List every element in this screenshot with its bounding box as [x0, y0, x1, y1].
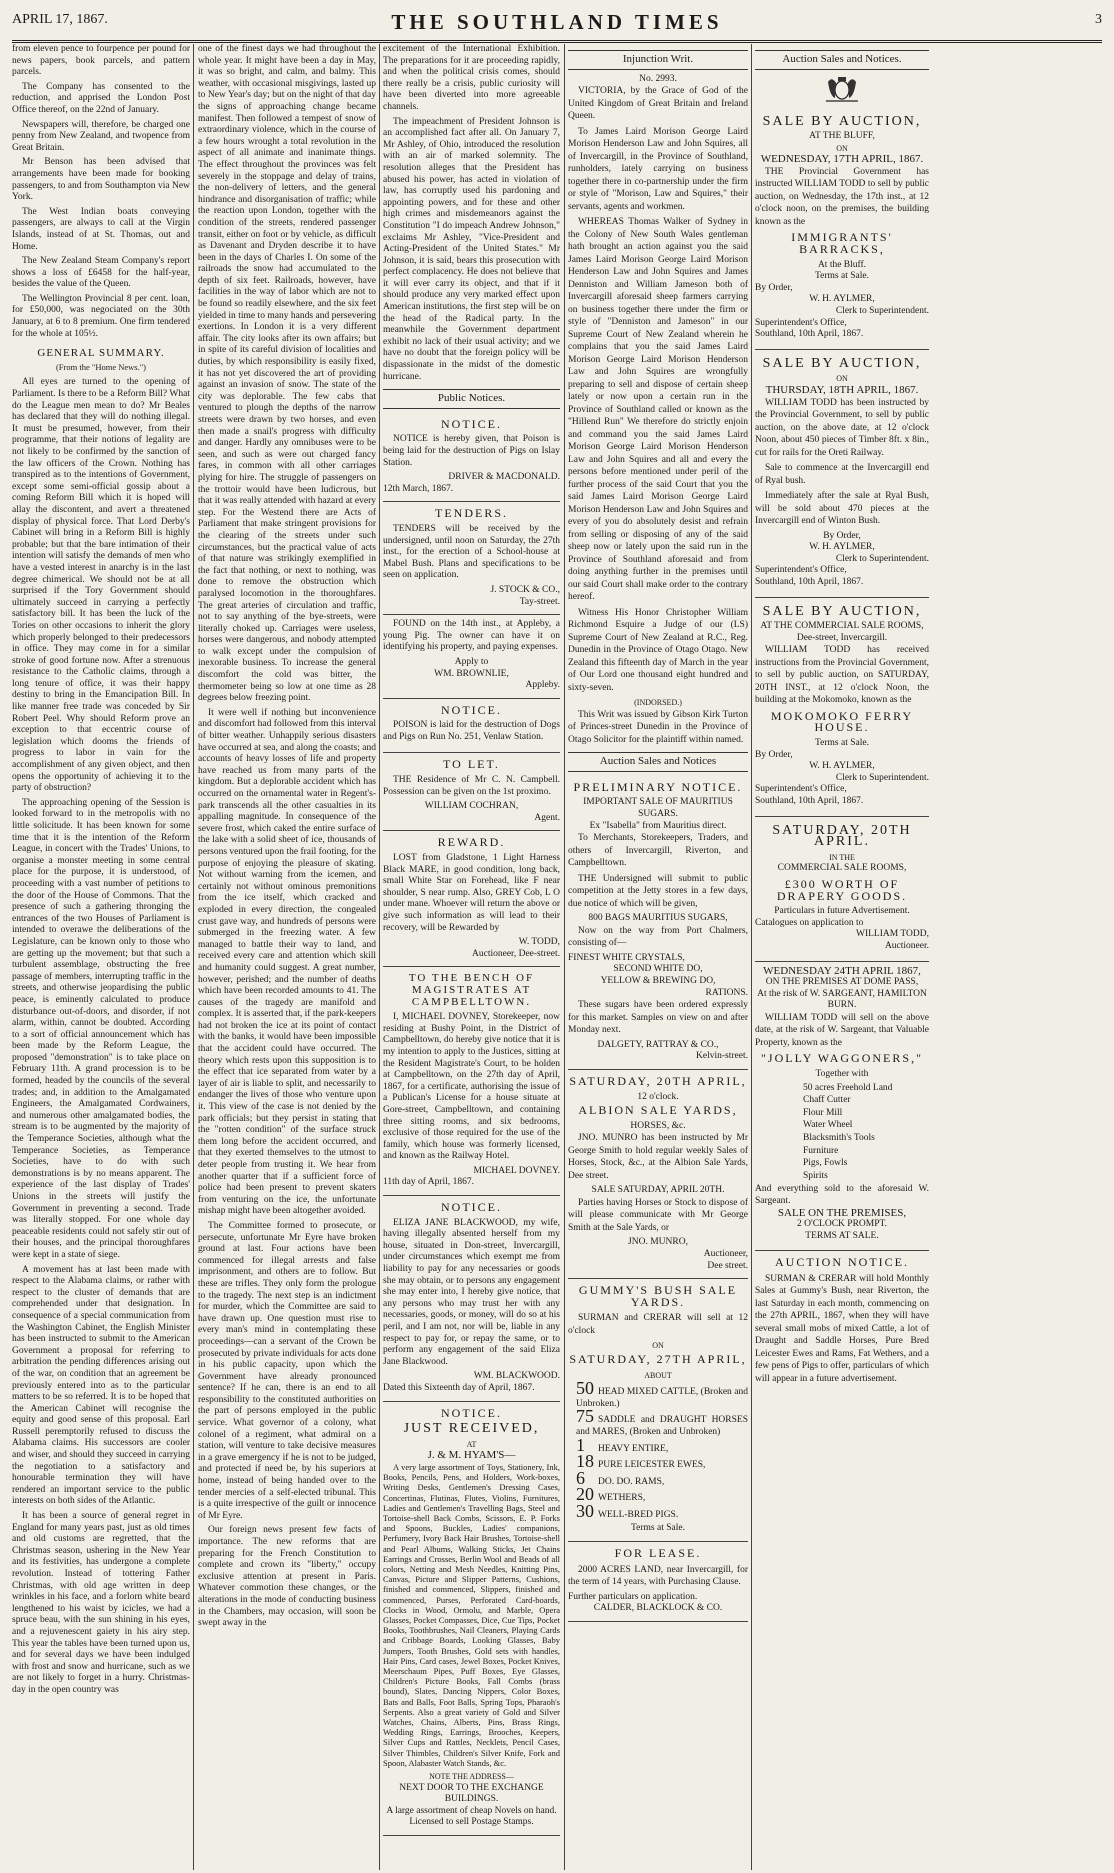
writ-paragraph: Witness His Honor Christopher William Richmond Esquire a Judge of our (LS) Supreme Court of New Zealand at R.C., Reg. Dunedin in the Province of Otago Otago. New Zealand this fifteenth day of March in the year of Our Lord one thousand eight hundred and sixty-seven. [568, 607, 748, 693]
property-item: Pigs, Fowls [803, 1158, 848, 1169]
notice-blackwood [383, 1196, 560, 1402]
notice-place: Tay-street. [519, 596, 560, 607]
ad-date: SATURDAY, 27TH APRIL, [569, 1351, 747, 1366]
injunction-writ-header: Injunction Writ. [568, 50, 748, 70]
ad-place: Dee-street, Invercargill. [796, 632, 888, 643]
notice-body: ELIZA JANE BLACKWOOD, my wife, having illegally absented herself from my house, situated in Don-street, Invercargill, under circumstances which exempt me from liability to pay for any necessaries or goods she may obtain, or to persons any engagement she may enter into, I hereby give notice, that any persons who may trust her with any necessaries, goods, or money, will do so at his peril, and I am not, nor will be, liable in any respect to pay for, or repay the same, or to perform any engagement of the said Eliza Jane Blackwood. [383, 1217, 560, 1367]
column-rule [193, 44, 194, 1870]
ad-rooms: COMMERCIAL SALE ROOMS, [777, 863, 907, 874]
notice-found-pig [383, 615, 560, 699]
article-paragraph: A movement has at last been made with respect to the Alabama claims, or rather with respect to the cluster of demands that are comprehended under that designation. In consequence of a special communication from the Washington Cabinet, the English Minister has been instructed to submit to the American Government a proposal for referring to arbitration the pending differences arising out of the war, on condition that an agreement be previously entered into as to the particular matters to be so referred. It is to be hoped that the American Cabinet will recognise the equity and good sense of this proposal. Earl Russell peremptorily refused to discuss the Alabama claims. His successors are cooler and wiser, and should they succeed in carrying the negotiation to a satisfactory and honourable termination they will have rendered an important service to the public interests on both sides of the Atlantic. [12, 1264, 190, 1507]
ad-date: THURSDAY, 18TH APRIL, 1867. [765, 384, 919, 396]
livestock-count: 18 [576, 1451, 594, 1472]
ad-signature: DALGETY, RATTRAY & CO., [597, 1039, 719, 1050]
livestock-item [576, 1451, 748, 1472]
property-list [763, 1083, 929, 1183]
notice-heading: TO THE BENCH OF MAGISTRATES AT CAMPBELLTOWN. [408, 972, 535, 1008]
livestock-count: 6 [576, 1467, 585, 1488]
notice-signature: WILLIAM COCHRAN, [424, 801, 519, 812]
column-3 [383, 44, 560, 1870]
ad-item: SECOND WHITE DO, [613, 964, 703, 975]
ad-date: SATURDAY, 20TH APRIL, [569, 1073, 747, 1088]
ad-body: To Merchants, Storekeepers, Traders, and others of Invercargill, Riverton, and Campbelltown. [568, 833, 748, 869]
ad-body: SURMAN & CRERAR will hold Monthly Sales at Gummy's Bush, near Riverton, the last Saturday in each month, commencing on the 27th APRIL, 1867, when they will have several small mobs of mixed Cattle, a lot of Draught and Saddle Horses, Pure Bred Leicester Ewes and Rams, Fat Wethers, and a few pens of Pigs to offer, particulars of which will appear in a future advertisement. [755, 1273, 929, 1384]
notice-body: THE Residence of Mr C. N. Campbell. Possession can be given on the 1st proximo. [383, 775, 560, 797]
notice-title: JUST RECEIVED, [403, 1421, 540, 1437]
article-paragraph: from eleven pence to fourpence per pound for news papers, book parcels, and pattern parcels. [12, 44, 190, 78]
property-item: Water Wheel [803, 1120, 853, 1131]
ad-order: By Order, [755, 749, 793, 760]
notice-signature: WM. BROWNLIE, [434, 668, 509, 679]
property-item: Furniture [803, 1145, 839, 1156]
ad-terms: Terms at Sale. [815, 271, 869, 282]
ad-sale: SALE SATURDAY, APRIL 20TH. [591, 1185, 725, 1196]
ad-particulars: Particulars in future Advertisement. [774, 906, 910, 917]
writ-paragraph: To James Laird Morison George Laird Morison Henderson Law and John Squires, all of Invercargill, in the Province of Southland, runholders, lately carrying on business together there in co-partnership under the firm or style of "Morison, Law and Squires," their servants, agents and workmen. [568, 126, 748, 212]
livestock-description: PURE LEICESTER EWES, [598, 1460, 706, 1471]
notice-poison-dogs [383, 699, 560, 754]
notice-body: I, MICHAEL DOVNEY, Storekeeper, now residing at Bushy Point, in the District of Campbelltown, do hereby give notice that it is my intention to apply to the Justices, sitting at the Resident Magistrate's Court, to be holden at Campbelltown, on the 27th day of April, 1867, for a certificate, authorising the issue of a Publican's License for a house situate at Gore-street, Campbelltown, and containing three sitting rooms, and six bedrooms, exclusive of those required for the use of the family, which house was formerly licensed, and known as the Railway Hotel. [383, 1012, 560, 1162]
column-5 [755, 44, 1105, 1870]
ad-body: Immediately after the sale at Ryal Bush, will be sold about 470 pieces at the Invercargill end of Winton Bush. [755, 491, 929, 527]
ad-item: YELLOW & BREWING DO, [600, 976, 716, 987]
ad-sub: HORSES, &c. [630, 1120, 686, 1131]
notice-body: TENDERS will be received by the undersigned, until noon on Saturday, the 27th inst., for the erection of a School-house at Mabel Bush. Plans and specifications to be seen on application. [383, 523, 560, 581]
ad-body: 2000 ACRES LAND, near Invercargill, for the term of 14 years, with Purchasing Clause. [568, 1564, 748, 1588]
article-paragraph: excitement of the International Exhibition. The preparations for it are proceeding rapidly, and when the political crisis comes, should there really be a crisis, public curiosity will have been diverted into more agreeable channels. [383, 44, 560, 112]
livestock-count: 75 [576, 1406, 594, 1427]
ad-signature: W. H. AYLMER, [809, 761, 875, 772]
notice-reward [383, 831, 560, 967]
livestock-list [576, 1378, 748, 1521]
ad-body: These sugars have been ordered expressly for this market. Samples on view on and after Monday next. [568, 1000, 748, 1036]
writ-endorsed: (INDORSED.) [634, 698, 682, 708]
ad-heading: FOR LEASE. [614, 1546, 702, 1561]
ad-body: WILLIAM TODD has been instructed by the Provincial Government, to sell by public auction, on the above date, at 12 o'clock Noon, about 450 pieces of Timber 8ft. x 8in., cut for rails for the Oreti Railway. [755, 397, 929, 458]
article-paragraph: one of the finest days we had throughout the whole year. It might have been a day in May, it was so bright, and calm, and balmy. This weather, with occasional misgivings, lasted up to New Year's day; but on the night of that day the signs of approaching change became manifest. Then followed a tempest of snow of extraordinary violence, which in the course of a few hours wrought a total revolution in the aspect of all animate and inanimate things. The effect throughout the provinces was felt severely in the stoppage and delay of trains, the non-delivery of letters, and the general hindrance and disorganisation of traffic; while the reaction upon London, together with the condition of the streets, rendered passenger transit, either on foot or by vehicle, as difficult as Davenant and Dryden describe it to have been in the days of Charles I. On some of the railroads the snow had accumulated to the depth of six feet. Railroads, however, have facilities in the way of labor which are not to be found so readily elsewhere, and the six feet yielded in time to many hands and persevering exertions. In London it is a very different affair. The city looks after its own affairs; but in spite of its careful division of localities and duties, by which responsibility is easily fixed, it has not yet discovered the art of providing against an invasion of snow. The state of the city was deplorable. The few cabs that ventured to plough the depths of the narrow streets were drawn by two horses, and even then made a snail's progress with difficulty and danger. Hardly any omnibuses were to be seen, and such as were out charged fancy fares, in common with all other carriages plying for hire. The struggle of passengers on the trottoir would have been ludicrous, but that it was really attended with hazard at every step. For the Westend there are Acts of Parliament that make stringent provisions for the clearing of the streets under such circumstances, but the practical value of acts of that nature was strikingly exemplified in the fact that nothing, or next to nothing, was done to remove the obstruction which paralysed locomotion in the thoroughfares. The great arteries of circulation and traffic, not to say anything of the bye-streets, were literally choked up. Carriages were useless, horses were dangerous, and nobody attempted to walk except under the compulsion of inexorable business. To increase the general discomfort the cold was bitter, the thermometer being so low at one time as 28 degrees below freezing point. [198, 44, 376, 704]
ad-date: WEDNESDAY, 17TH APRIL, 1867. [760, 153, 924, 166]
ad-item: FINEST WHITE CRYSTALS, [568, 952, 685, 963]
ad-signature: WILLIAM TODD, [856, 929, 929, 940]
auction-sales-header: Auction Sales and Notices. [755, 50, 929, 70]
livestock-count: 50 [576, 1378, 594, 1399]
notice-heading: NOTICE. [441, 1200, 502, 1215]
article-paragraph: Newspapers will, therefore, be charged one penny from New Zealand, and twopence from Great Britain. [12, 119, 190, 153]
notice-signature: J. STOCK & CO., [490, 584, 560, 595]
ad-time: 12 o'clock. [637, 1091, 679, 1102]
article-paragraph: It were well if nothing but inconvenience and discomfort had followed from this interval of bitter weather. Unhappily serious disasters have occurred at sea, and along the coasts; and accounts of heavy losses of life and property have reached us from many parts of the kingdom. But a deplorable accident which has occurred on the ornamental water in Regent's-park transcends all the other casualties in its appalling magnitude. In consequence of the severe frost, which caked the entire surface of the lake with a solid sheet of ice, thousands of persons ventured upon the frail footing, for the purpose of enjoying the pleasure of skating. Not without warning from the icemen, and certainly not without ominous premonitions from the ice itself, which cracked and exploded in every direction, the congealed crust gave way, and hundreds of persons were submerged in the freezing water. A few managed to battle their way to land, and received every care and attention which skill and humanity could suggest. A great number, however, perished; and the number of deaths which have been recorded amounts to 41. The causes of the tragedy are manifold and complex. It is asserted that, if the park-keepers had not broken the ice at its point of contact with the banks, it would have been impossible that the accident could have occurred. The theory which rests upon this supposition is to the effect that ice separated from water by a layer of air is liable to split, and necessarily to endanger the lives of those who venture upon it. This view of the case is not denied by the park officials; but they persist in stating that the "rotten condition" of the surface struck them long before the accident occurred, and that they exerted themselves to the utmost to deter people from trusting it. We hear from another quarter that if a sufficient force of police had been present to prevent skaters from venturing on the ice, the unfortunate mishap might have been altogether avoided. [198, 707, 376, 1217]
ad-office: Superintendent's Office, [755, 317, 847, 328]
ad-heading: PRELIMINARY NOTICE. [573, 779, 743, 794]
article-paragraph: The approaching opening of the Session is looked forward to in the metropolis with no little solicitude. It has been known for some time that it is the intention of the Reform League, in concert with the Trades' Unions, to organise a monster meeting in some central place for the purpose, it is understood, of proceeding with a vast number of petitions to the door of the House of Commons. That the presence of such a gathering thronging the entrances of the two Houses of Parliament is intended to overawe the deliberations of the Legislature, can be known only to those who are getting up the movement; but that such a turbulent assemblage, obstructing the free passage of members, interrupting traffic in the streets, and otherwise jeopardising the public peace, is eminently calculated to produce disturbance out-of-doors, and disorder, if not alarm, within, cannot be doubted. According to a sort of official announcement which has been made by the Reform League, the proposed "demonstration" is to take place on February 11th. A grand procession is to be formed, headed by the councils of the several trades; and, in addition to the Amalgamated Engineers, the Amalgamated Cordwainers, and numerous other amalgamated bodies, the stream is to be augmented by the majority of the Temperance Societies, although what the Temperance Societies, as Temperance Societies, have to do with such demonstrations is by no means apparent. The experience of the last display of Trades' Unions in the streets will justify the Government in preventing a second. Trade was literally stopped. For one whole day peaceable residents could not safely stir out of their houses, and the principal thoroughfares were kept in a state of siege. [12, 797, 190, 1260]
ad-immigrants-barracks [755, 108, 929, 350]
article-paragraph: The Committee formed to prosecute, or persecute, unfortunate Mr Eyre have broken ground at last. Four actions have been commenced for illegal arrests and false imprisonment, and others are to follow. But these are trifles. They only form the prologue to the tragedy. The next step is an indictment for murder, which the Committee are said to have drawn up. One question must rise to every man's mind in contemplating these proceedings—can a servant of the Crown be prosecuted by private individuals for acts done in his public capacity, upon which the Government have already pronounced sentence? If he can, there is an end to all responsibility to the constituted authorities on the part of persons employed in the public service. What governor of a colony, what colonel of a regiment, what admiral on a station, will venture to take decisive measures in a grave emergency if he is not to be judged, and protected if need be, by his superiors at home, instead of being handed over to the tender mercies of a self-elected tribunal. This is a quite irrespective of the guilt or innocence of Mr Eyre. [198, 1220, 376, 1521]
livestock-item [576, 1500, 748, 1522]
ad-with: Together with [815, 1069, 869, 1079]
livestock-item [576, 1467, 748, 1489]
notice-address: NEXT DOOR TO THE EXCHANGE BUILDINGS. [399, 1782, 544, 1805]
article-paragraph: The New Zealand Steam Company's report shows a loss of £6458 for the half-year, besides the value of the Queen. [12, 256, 190, 290]
property-item: Blacksmith's Tools [803, 1132, 875, 1143]
ad-on: ON [836, 143, 848, 153]
writ-paragraph: VICTORIA, by the Grace of God of the United Kingdom of Great Britain and Ireland Queen. [568, 86, 748, 122]
ad-date: WEDNESDAY 24TH APRIL 1867, [763, 964, 921, 977]
article-paragraph: The Company has consented to the reduction, and apprised the London Post Office thereof, on the 22nd of January. [12, 81, 190, 115]
ad-item: RATIONS. [705, 987, 748, 998]
property-item: Chaff Cutter [803, 1095, 851, 1106]
ad-place: Dee street. [707, 1260, 748, 1271]
royal-crest-icon [818, 74, 866, 104]
livestock-description: DO. DO. RAMS, [598, 1476, 665, 1487]
writ-paragraph: WHEREAS Thomas Walker of Sydney in the Colony of New South Wales gentleman hath brought an action against you the said James Laird Morison George Laird Morison Henderson Law and John Squires and James Denniston and William Jameson both of Invercargill aforesaid sheep farmers carrying on business together there under the firm or style of "Denniston and Jameson" in our Supreme Court of New Zealand wherein he complains that you the said James Laird Morison George Laird Morison Henderson Law and John Squires are wrongfully preparing to sell and dispose of certain sheep lately or now upon a certain run in the Province of Southland called or known as the "Hillend Run" We therefore do strictly enjoin and command you the said James Laird Morison George Laird Morison Henderson Law and John Squires and all and every the persons before mentioned under peril of the further process of the said Court that you the said James Laird Morison George Laird Morison Henderson Law and John Squires and every of you do absolutely desist and refrain from selling or disposing of any of the said sheep now or lately upon the said run in the Province of Southland aforesaid and from doing anything further in the premises until our said Court shall make order to the contrary hereof. [568, 217, 748, 603]
ad-on: ON [652, 1341, 664, 1351]
article-paragraph: It has been a source of general regret in England for many years past, just as old times and old customs are regretted, that the Christmas season, ushering in the New Year and its festivities, has undergone a complete revolution. Instead of tottering Father Christmas, with old age written in deep wrinkles in his face, and a forlorn white beard lengthened to his waist by icicles, we had a spruce beau, with the sun shining in his eyes, and a rejuvenescent gaiety in his airy step. This year the tables have been turned upon us, and for several days we have been indulged with frost and snow and hurricane, such as we are not likely to forget in a hurry. Christmas-day in the open country was [12, 1511, 190, 1695]
notice-address-label: NOTE THE ADDRESS— [429, 1772, 514, 1782]
ad-body: JNO. MUNRO has been instructed by Mr George Smith to hold regular weekly Sales of Horses, Stock, &c., at the Albion Sale Yards, Dee street. [568, 1133, 748, 1181]
livestock-item [576, 1434, 748, 1456]
ad-gummys-bush [568, 1279, 748, 1542]
ad-albion-sale-yards [568, 1070, 748, 1279]
ad-terms: Terms at Sale. [815, 738, 869, 749]
livestock-description: SADDLE and DRAUGHT HORSES and MARES, (Broken and Unbroken) [576, 1415, 748, 1437]
livestock-description: WETHERS, [598, 1493, 646, 1504]
ad-heading: AUCTION NOTICE. [775, 1255, 909, 1270]
ad-at: AT THE COMMERCIAL SALE ROOMS, [760, 621, 924, 632]
ad-signature: W. H. AYLMER, [809, 542, 875, 553]
ad-heading: SALE BY AUCTION, [762, 113, 922, 129]
ad-jolly-waggoners [755, 962, 929, 1252]
ad-body: WILLIAM TODD has received instructions from the Provincial Government, to sell by public auction, on SATURDAY, 20TH INST., at 12 o'clock Noon, the building at the Mokomoko, known as the [755, 645, 929, 706]
notice-heading: REWARD. [437, 835, 506, 850]
ad-terms: TERMS AT SALE. [805, 1230, 879, 1241]
ad-premises: SALE ON THE PREMISES, [777, 1206, 907, 1219]
ad-drapery-goods [755, 817, 929, 962]
public-notices-header: Public Notices. [383, 389, 560, 409]
ad-body: WILLIAM TODD will sell on the above date, at the risk of W. Sargeant, that Valuable Property, known as the [755, 1012, 929, 1048]
ad-date-signed: Southland, 10th April, 1867. [755, 576, 864, 587]
livestock-item [576, 1484, 748, 1505]
notice-heading: TENDERS. [435, 506, 508, 521]
ad-body: THE Undersigned will submit to public competition at the Jetty stores in a few days, due notice of which will be given, [568, 873, 748, 909]
ad-timber-sale [755, 350, 929, 598]
ad-date: SATURDAY, 20TH APRIL. [772, 822, 912, 850]
ad-about: ABOUT [644, 1370, 672, 1380]
section-heading: GENERAL SUMMARY. [37, 347, 165, 360]
article-paragraph: The Wellington Provincial 8 per cent. loan, for £50,000, was negociated on the 30th January, at 6 to 8 premium. One firm tendered for the whole at 105½. [12, 293, 190, 339]
ad-body: Parties having Horses or Stock to dispose of will please communicate with Mr George Smith at the Sale Yards, or [568, 1197, 748, 1233]
ad-time: 2 O'CLOCK PROMPT. [797, 1219, 887, 1230]
notice-heading: NOTICE. [441, 1405, 502, 1420]
ad-in: IN THE [829, 852, 855, 862]
livestock-count: 20 [576, 1484, 594, 1505]
notice-signature: MICHAEL DOVNEY. [473, 1165, 560, 1176]
notice-apply: Apply to [454, 656, 489, 667]
ad-role: Auctioneer. [884, 940, 929, 951]
article-paragraph: The impeachment of President Johnson is an accomplished fact after all. On January 7, Mr Ashley, of Ohio, introduced the resolution with an air of marked solemnity. The resolution alleges that the President has abused his power, has acted in violation of law, has corruptly used his pardoning and appointing powers, and for these and other high crimes and misdemeanors against the Constitution "I do impeach Andrew Johnson," exclaims Mr Ashley, "Vice-President and Acting-President of the United States." Mr Johnson, it is said, bears this prosecution with perfect complacency. He does not believe that it will ever carry its object, and that if it should produce any very marked effect upon American institutions, the first step will be on the head of the Radical party. In the meanwhile the Government department exhibit no lack of their usual activity; and we have no doubt that the foreign policy will be dispassionate in the midst of the domestic hurricane. [383, 116, 560, 382]
ad-on: ON THE PREMISES AT DOME PASS, [765, 977, 919, 988]
ad-heading: ALBION SALE YARDS, [578, 1103, 738, 1118]
ad-where: At the Bluff. [817, 259, 867, 270]
ad-risk: At the risk of W. SARGEANT, HAMILTON BURN. [757, 988, 927, 1011]
ad-terms: Terms at Sale. [631, 1523, 685, 1534]
ad-body: Now on the way from Port Chalmers, consisting of— [568, 925, 748, 949]
ad-order: By Order, [755, 282, 793, 293]
notice-place: Appleby. [525, 680, 560, 691]
property-item: Spirits [803, 1170, 828, 1181]
notice-heading: NOTICE. [441, 416, 502, 431]
property-item: 50 acres Freehold Land [803, 1082, 893, 1093]
ad-catalogues: Catalogues on application to [755, 917, 864, 928]
notice-role: Auctioneer, Dee-street. [472, 948, 560, 959]
auction-sales-header: Auction Sales and Notices [568, 752, 748, 772]
ad-at: AT THE BLUFF, [809, 131, 875, 142]
column-rule [751, 44, 752, 1870]
notice-at: AT [466, 1439, 477, 1449]
ad-ex: Ex "Isabella" from Mauritius direct. [589, 820, 727, 831]
column-rule [564, 44, 565, 1870]
ad-body: Sale to commence at the Invercargill end of Ryal bush. [755, 463, 929, 486]
ad-heading: SALE BY AUCTION, [762, 355, 922, 371]
ad-heading: GUMMY'S BUSH SALE YARDS. [578, 1283, 738, 1309]
livestock-description: WELL-BRED PIGS. [598, 1509, 679, 1520]
notice-heading: NOTICE. [441, 702, 502, 717]
issue-date: APRIL 17, 1867. [12, 12, 108, 27]
notice-tenders [383, 502, 560, 615]
ad-office: Superintendent's Office, [755, 565, 847, 576]
ad-place: Kelvin-street. [696, 1051, 748, 1062]
article-paragraph: Our foreign news present few facts of importance. The new reforms that are preparing for the French Constitution to complete and crown its "liberty," occupy exclusive attention at present in Paris. Whatever commotion these changes, or the alterations in the mode of conducting business in the Chambers, may occasion, will soon be swept away in the [198, 1525, 376, 1629]
notice-body: NOTICE is hereby given, that Poison is being laid for the destruction of Pigs on Islay Station. [383, 434, 560, 468]
notice-shop: J. & M. HYAM'S— [427, 1449, 516, 1462]
writ-paragraph: This Writ was issued by Gibson Kirk Turton of Princes-street Dunedin in the Province of Otago Solicitor for the plaintiff within named. [568, 709, 748, 745]
livestock-description: HEAVY ENTIRE, [598, 1443, 669, 1454]
ad-role: Clerk to Superintendent. [835, 772, 929, 783]
notice-hyams [383, 1402, 560, 1836]
masthead [12, 6, 1102, 43]
ad-role: Clerk to Superintendent. [835, 306, 929, 317]
ad-office: Superintendent's Office, [755, 784, 847, 795]
property-item: Flour Mill [803, 1107, 843, 1118]
article-paragraph: The West Indian boats conveying passengers, are always to call at the Virgin Islands, instead of at St. Thomas, out and Home. [12, 206, 190, 252]
ad-body: THE Provincial Government has instructed WILLIAM TODD to sell by public auction, on Wednesday, the 17th inst., at 12 o'clock noon, on the premises, the building known as the [755, 166, 929, 227]
ad-mauritius-sugars [568, 776, 748, 1070]
column-4 [568, 44, 748, 1870]
newspaper-title: THE SOUTHLAND TIMES [391, 10, 723, 34]
ad-role: Clerk to Superintendent. [835, 553, 929, 564]
notice-to-let [383, 753, 560, 831]
ad-date-signed: Southland, 10th April, 1867. [755, 796, 864, 806]
writ-number: No. 2993. [639, 73, 677, 84]
notice-role: Agent. [534, 812, 560, 823]
notice-signature: W. TODD, [518, 937, 560, 948]
notice-signature: WM. BLACKWOOD. [473, 1371, 560, 1382]
column-2 [198, 44, 376, 1870]
notice-body: LOST from Gladstone, 1 Light Harness Black MARE, in good condition, long back, small White Star on Forehead, like F near shoulder, S near rump. Also, GREY Cob, L O under mane. Whoever will return the above or give such information as will lead to their recovery, will be Rewarded by [383, 853, 560, 933]
notice-body: A very large assortment of Toys, Stationery, Ink, Books, Pencils, Pens, and Holders, Work-boxes, Writing Desks, Gentlemen's Dressing Cases, Concertinas, Flutinas, Flutes, Violins, Furnitures, Ladies and Gentlemen's Travelling Bags, Steel and Tortoise-shell Back Combs, Scissors, E. P. Forks and Spoons, Buckles, Ladies' companions, Perfumery, Ivory Back Hair Brushes, Tortoise-shell and Pearl Albums, Walking Sticks, Jet Chains Earrings and Crosses, Berlin Wool and Beads of all colors, Netting and Mesh Needles, Knitting Pins, Canvas, Picture and Slipper Patterns, Cushions, finished and commenced, Slippers, finished and commenced, Purses, Perforated Card-boards, Clocks in Wood, Ormolu, and Marble, Opera Glasses, Pocket Compasses, Dice, Cue Tips, Pocket Books, Toothbrushes, Nail Cleaners, Playing Cards and Cribbage Boards, Looking Glasses, Baby Jumpers, Tooth Brushes, Gold sets with handles, Hair Pins, Card cases, Jewel Boxes, Pocket Knives, Meerschaum Pipes, Puff Boxes, Eye Glasses, Children's Picture Books, Fall Combs (brass bound), Slates, Dancing Nippers, Color Boxes, Bats and Balls, Foot Balls, Spring Tops, Pharaoh's Serpents. Also a great variety of Gold and Silver Watches, Chains, Alberts, Pins, Brass Rings, Wedding Rings, Earrings, Brooches, Keepers, Silver Cups and Rattles, Necklets, Pencil Cases, Silver Thimbles, Children's Silver Knife, Fork and Spoon, Alabaster Watch Stands, &c. [383, 1461, 560, 1768]
livestock-item [576, 1406, 748, 1438]
column-1 [12, 44, 190, 1870]
section-subheading: (From the "Home News.") [55, 361, 147, 372]
ad-on: ON [836, 374, 848, 384]
livestock-count: 30 [576, 1500, 594, 1521]
column-rule [379, 44, 380, 1870]
notice-signature: DRIVER & MACDONALD. [448, 472, 560, 483]
article-paragraph: Mr Benson has been advised that arrangements have been made for booking passengers, to and from Southampton via New York. [12, 157, 190, 203]
ad-property: "JOLLY WAGGONERS," [761, 1051, 923, 1066]
ad-and: And everything sold to the aforesaid W. Sargeant. [755, 1184, 929, 1206]
notice-body: POISON is laid for the destruction of Dogs and Pigs on Run No. 251, Venlaw Station. [383, 720, 560, 742]
ad-heading: SALE BY AUCTION, [762, 603, 922, 619]
ad-property: MOKOMOKO FERRY HOUSE. [770, 708, 914, 735]
ad-role: Auctioneer, [703, 1248, 748, 1259]
ad-further: Further particulars on application. [568, 1591, 698, 1602]
ad-date-signed: Southland, 10th April, 1867. [755, 329, 864, 340]
notice-date: 12th March, 1867. [383, 483, 454, 494]
page-number: 3 [1095, 12, 1102, 27]
ad-for-lease [568, 1542, 748, 1622]
notice-magistrates [383, 967, 560, 1196]
ad-signature: W. H. AYLMER, [809, 294, 875, 305]
notice-date: 11th day of April, 1867. [383, 1177, 474, 1188]
ad-property: IMMIGRANTS' BARRACKS, [791, 230, 893, 257]
article-paragraph: All eyes are turned to the opening of Parliament. Is there to be a Reform Bill? What do the League men mean to do? Mr Beales has declared that they will do nothing illegal. It must be presumed, however, from their programme, that their notions of legality are not likely to be confirmed by the sanction of the law officers of the Crown. Nothing has transpired as to the intentions of Government, except some semi-official gossip about a coming Reform Bill which it is hoped will allay the discontent, and avert a threatened display of physical force. That Lord Derby's Cabinet will bring in a Reform Bill is highly probable; but that the bare intimation of their intention will satisfy the demands of men who have a vested interest in anarchy is in the last degree chimerical. We should not be at all surprised if the Tory Government should ultimately succeed in carrying a perfectly satisfactory bill. It has been the luck of the Tories on other occasions to inherit the glory which properly belonged to their predecessors in office. They may come in for a similar stroke of good fortune now. After a strenuous resistance to the Catholic claims, through a long tenure of office, it was their happy destiny to bring in the Emancipation Bill. In like manner free trade was conceded by Sir Robert Peel. Why should Reform prove an exception to that eccentric course of legislation which dooms the friends of progress to labor in vain for the accomplishment of any given object, and then opens the opportunity of achieving it to the party of obstruction? [12, 377, 190, 794]
ad-auction-notice [755, 1251, 929, 1396]
notice-body: FOUND on the 14th inst., at Appleby, a young Pig. The owner can have it on identifying his property, and paying expenses. [383, 619, 560, 653]
ad-signature: JNO. MUNRO, [628, 1237, 688, 1248]
ad-property: £300 WORTH OF DRAPERY GOODS. [776, 876, 908, 903]
ad-mokomoko-ferry [755, 598, 929, 817]
ad-item: 800 BAGS MAURITIUS SUGARS, [588, 913, 728, 924]
notice-novels: A large assortment of cheap Novels on hand. [386, 1805, 557, 1816]
ad-title: IMPORTANT SALE OF MAURITIUS SUGARS. [583, 797, 733, 820]
ad-signature: CALDER, BLACKLOCK & CO. [593, 1603, 723, 1614]
ad-order: By Order, [823, 530, 861, 541]
livestock-count: 1 [576, 1434, 585, 1455]
ad-body: SURMAN and CRERAR will sell at 12 o'clock [568, 1313, 748, 1336]
livestock-description: HEAD MIXED CATTLE, (Broken and Unbroken.) [576, 1387, 748, 1409]
notice-date: Dated this Sixteenth day of April, 1867. [383, 1382, 535, 1393]
livestock-item [576, 1378, 748, 1410]
notice-heading: TO LET. [443, 757, 500, 772]
notice-stamps: Licensed to sell Postage Stamps. [409, 1817, 534, 1828]
notice-poison-pigs [383, 413, 560, 503]
